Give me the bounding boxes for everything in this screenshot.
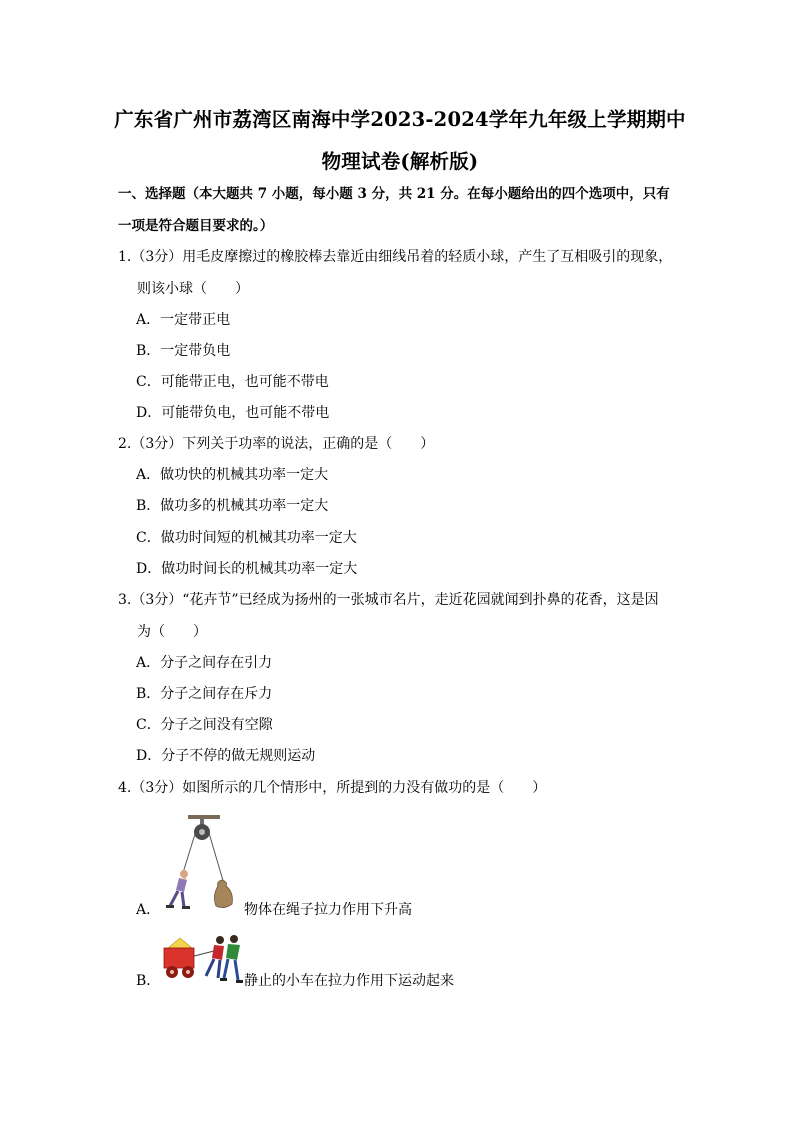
pulley-lifting-sack-icon xyxy=(160,812,242,912)
exam-title-line2: 物理试卷(解析版) xyxy=(321,150,479,173)
exam-title-line1: 广东省广州市荔湾区南海中学2023-2024学年九年级上学期期中 xyxy=(114,108,686,131)
q1-option-c: C．可能带正电，也可能不带电 xyxy=(136,374,329,390)
q4-option-b-letter: B． xyxy=(136,973,161,989)
q4-option-a-letter: A． xyxy=(136,902,161,918)
people-pulling-cart-icon xyxy=(160,930,246,988)
q1-option-d: D．可能带负电，也可能不带电 xyxy=(136,405,330,421)
q1-stem-line2: 则该小球（ ） xyxy=(137,281,249,297)
q4-stem: 4.（3分）如图所示的几个情形中，所提到的力没有做功的是（ ） xyxy=(118,780,547,796)
q1-option-b: B．一定带负电 xyxy=(136,343,231,359)
q1-stem-line1: 1.（3分）用毛皮摩擦过的橡胶棒去靠近由细线吊着的轻质小球，产生了互相吸引的现象， xyxy=(118,249,673,265)
q1-option-a: A．一定带正电 xyxy=(136,312,231,328)
q3-stem-line2: 为（ ） xyxy=(137,624,207,640)
q2-option-d: D．做功时间长的机械其功率一定大 xyxy=(136,561,358,577)
q3-option-c: C．分子之间没有空隙 xyxy=(136,717,273,733)
section-heading-line2: 一项是符合题目要求的。） xyxy=(118,218,274,234)
q2-option-a: A．做功快的机械其功率一定大 xyxy=(136,467,329,483)
q2-option-c: C．做功时间短的机械其功率一定大 xyxy=(136,530,357,546)
q2-stem: 2.（3分）下列关于功率的说法，正确的是（ ） xyxy=(118,436,435,452)
section-heading-line1: 一、选择题（本大题共 7 小题，每小题 3 分，共 21 分。在每小题给出的四个选项中，只有 xyxy=(118,186,670,202)
q2-option-b: B．做功多的机械其功率一定大 xyxy=(136,498,329,514)
q3-option-b: B．分子之间存在斥力 xyxy=(136,686,273,702)
q4-option-b-caption: 静止的小车在拉力作用下运动起来 xyxy=(244,973,454,989)
q3-option-a: A．分子之间存在引力 xyxy=(136,655,273,671)
q3-option-d: D．分子不停的做无规则运动 xyxy=(136,748,316,764)
q3-stem-line1: 3.（3分）“花卉节”已经成为扬州的一张城市名片，走近花园就闻到扑鼻的花香，这是因 xyxy=(118,592,659,608)
q4-option-a-caption: 物体在绳子拉力作用下升高 xyxy=(244,902,412,918)
